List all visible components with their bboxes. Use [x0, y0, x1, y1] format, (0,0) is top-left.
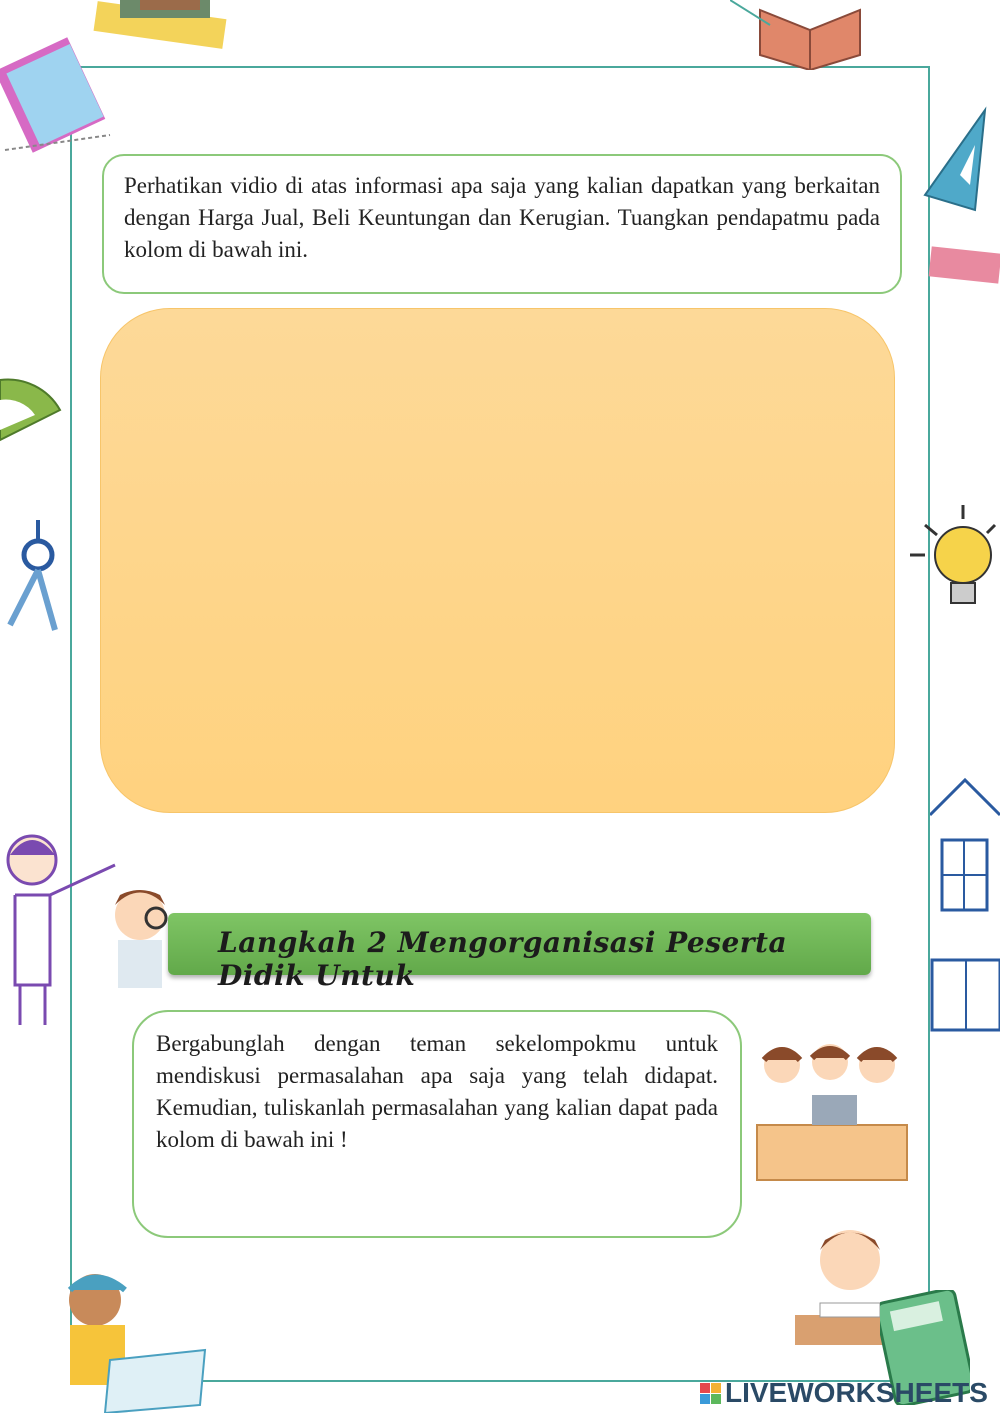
notebook-icon [0, 30, 120, 160]
open-book-icon [730, 0, 890, 70]
answer-text-area[interactable] [100, 308, 895, 813]
step-2-title: Langkah 2 Mengorganisasi Peserta Didik Untuk [218, 926, 788, 992]
girl-reading-icon [0, 1265, 215, 1413]
instruction-text-1: Perhatikan vidio di atas informasi apa saja yang kalian dapatkan yang berkaitan dengan Harga Jual, Beli Keuntungan dan Kerugian. Tuangkan pendapatmu pada kolom di bawah ini. [124, 173, 880, 262]
protractor-icon [0, 375, 65, 445]
liveworksheets-mark-icon [700, 1383, 721, 1404]
house-icon [930, 775, 1000, 1035]
lightbulb-icon [905, 495, 1000, 615]
liveworksheets-logo[interactable] [700, 1378, 988, 1408]
step-2-banner [168, 913, 871, 992]
instruction-box-1 [102, 154, 902, 294]
instruction-box-2 [132, 1010, 742, 1238]
instruction-text-2: Bergabunglah dengan teman sekelompokmu untuk mendiskusi permasalahan apa saja yang telah didapat. Kemudian, tuliskanlah permasalahan yang kalian dapat pada kolom di bawah ini ! [156, 1031, 718, 1152]
kids-studying-icon [752, 1040, 912, 1185]
compass-icon [0, 515, 70, 635]
triangle-ruler-icon [915, 100, 1000, 300]
logo-text: LIVEWORKSHEETS [725, 1377, 988, 1408]
